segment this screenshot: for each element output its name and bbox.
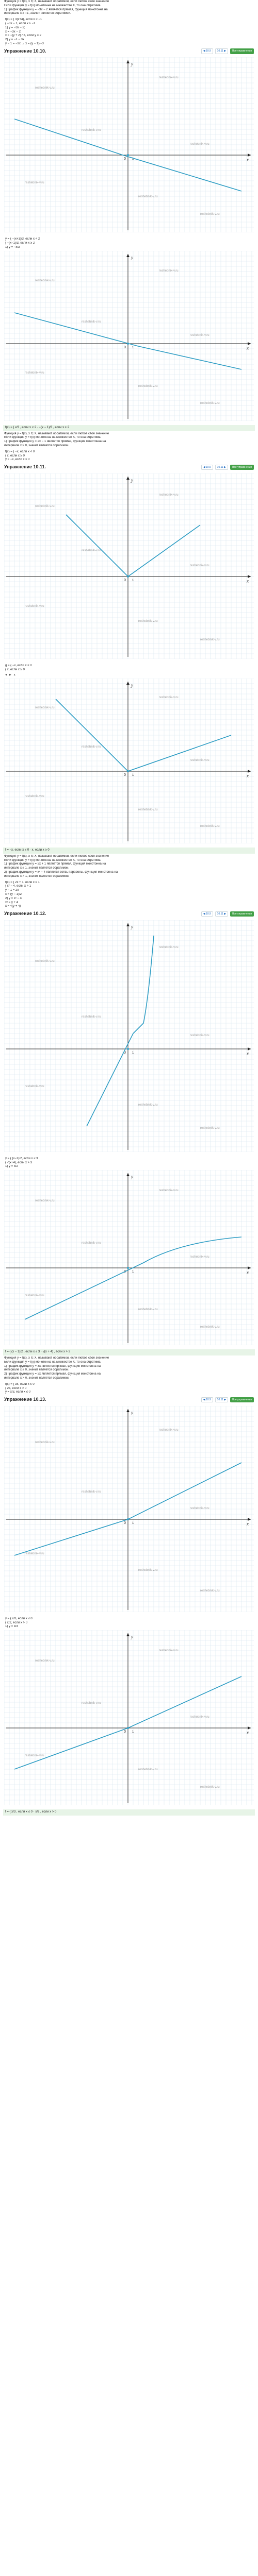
svg-text:reshebnik-v.ru: reshebnik-v.ru (25, 1754, 44, 1758)
section-s8 (0, 1615, 258, 1808)
svg-text:reshebnik-v.ru: reshebnik-v.ru (200, 213, 220, 216)
answer-banner: f(x) = { x/3 , если x < 2 · −(x − 1)/3 , если x ≥ 2 (3, 425, 255, 431)
answer-banner: f = { (x − 1)/2 , если x ≤ 3 · √(x + 4) , если x > 3 (3, 1349, 255, 1355)
mini-icon[interactable]: ▲ (13, 673, 16, 676)
intro-line: 2) График функции y = 2x является прямая, функция монотонна на (4, 1372, 101, 1376)
formula-line: f(x) = { −x, если x < 0 (5, 450, 35, 453)
formula-line: x = −(y + 2) / 3, если y ≤ 2 (5, 34, 42, 38)
formula-line: { 2x, если x > 0 (5, 1386, 27, 1390)
function-graph (4, 1630, 254, 1805)
intro-line: Функция y = f(x), x ∈ X, называют обратимой, если любое своё значение (4, 0, 109, 3)
exercise-header (0, 1395, 258, 1405)
svg-text:reshebnik-v.ru: reshebnik-v.ru (159, 696, 179, 699)
intro-line: интервале x > 1, значит является обратимой. (4, 874, 70, 878)
intro-line: Если функция y = f(x) монотонна на множестве X, то она обратима. (4, 436, 102, 439)
section-s3 (0, 425, 258, 662)
intro-line: интервале x ≤ 1, значит является обратимой. (4, 867, 70, 870)
section-s9 (0, 1809, 258, 1819)
svg-text:x: x (247, 773, 249, 778)
svg-text:reshebnik-v.ru: reshebnik-v.ru (138, 384, 158, 388)
svg-text:reshebnik-v.ru: reshebnik-v.ru (25, 371, 44, 375)
formula-line: 2) y = −1 − 3x (5, 38, 24, 42)
formula-line: x² = y + 4 (5, 901, 19, 904)
svg-text:reshebnik-v.ru: reshebnik-v.ru (82, 320, 101, 324)
svg-text:reshebnik-v.ru: reshebnik-v.ru (159, 1649, 179, 1653)
svg-text:reshebnik-v.ru: reshebnik-v.ru (190, 1256, 209, 1259)
intro-line: Функция y = f(x), x ∈ X, называют обратимой, если любое своё значение (4, 1357, 109, 1360)
all-exercises-button[interactable]: Все упражнения (230, 1397, 254, 1403)
svg-text:reshebnik-v.ru: reshebnik-v.ru (25, 181, 44, 185)
svg-text:reshebnik-v.ru: reshebnik-v.ru (200, 401, 220, 405)
formula-line: y = { −(x+1)/3, если x < 2 (5, 238, 40, 241)
exercise-nav (201, 1397, 254, 1403)
svg-text:reshebnik-v.ru: reshebnik-v.ru (138, 1568, 158, 1572)
next-exercise-button[interactable]: 10.11 ▶ (215, 48, 228, 54)
svg-text:1: 1 (132, 1731, 134, 1734)
svg-text:reshebnik-v.ru: reshebnik-v.ru (138, 195, 158, 199)
exercise-title: Упражнение 10.10. (4, 48, 46, 54)
function-graph (4, 1170, 254, 1345)
svg-text:reshebnik-v.ru: reshebnik-v.ru (138, 619, 158, 623)
formula-line: x = −3x − 2; (5, 30, 22, 33)
formula-line: x = (y − 1)/2 (5, 892, 22, 896)
formula-line: { −3x − 1, если x ≥ −1 (5, 22, 36, 25)
formula-line: x = √(y + 4) (5, 905, 21, 908)
svg-text:y: y (131, 255, 133, 260)
svg-text:reshebnik-v.ru: reshebnik-v.ru (190, 143, 209, 146)
svg-text:reshebnik-v.ru: reshebnik-v.ru (82, 1702, 101, 1705)
svg-text:reshebnik-v.ru: reshebnik-v.ru (190, 1506, 209, 1510)
svg-text:reshebnik-v.ru: reshebnik-v.ru (200, 1126, 220, 1130)
formula-line: y = { (x−1)/2, если x ≤ 3 (5, 1157, 38, 1160)
formula-line: 1) y = x/3 (5, 1625, 18, 1629)
mini-icon[interactable]: ◀ (5, 673, 7, 676)
function-curve (87, 936, 154, 1126)
intro-line: 2) График функции y = x² − 4 является ветвь параболы, функция монотонна на (4, 870, 118, 874)
formula-line: y = { x/3, если x ≤ 0 (5, 1617, 33, 1620)
svg-text:x: x (247, 1521, 249, 1527)
prev-exercise-button[interactable]: ◀ 10.9 (201, 911, 213, 917)
svg-text:reshebnik-v.ru: reshebnik-v.ru (190, 564, 209, 567)
svg-text:reshebnik-v.ru: reshebnik-v.ru (159, 269, 179, 273)
mini-icon[interactable]: ▶ (9, 673, 11, 676)
intro-line: 1) График функции y = 2x + 1 является прямая, функция монотонна на (4, 862, 106, 866)
svg-text:reshebnik-v.ru: reshebnik-v.ru (138, 1103, 158, 1107)
svg-text:reshebnik-v.ru: reshebnik-v.ru (200, 1786, 220, 1789)
function-graph (4, 473, 254, 659)
all-exercises-button[interactable]: Все упражнения (230, 48, 254, 54)
intro-line: 1) График функции y = −3x − 2 является прямая, функция монотонна на (4, 8, 108, 11)
formula-line: f(x) = { 3(x+4), если x < −1 (5, 18, 42, 22)
formula-line: y − 1 = −3x → x = (y − 1)/−3 (5, 42, 44, 45)
function-graph (4, 679, 254, 843)
formula-line: f(x) = { 3x, если x ≤ 0 (5, 1382, 35, 1386)
svg-text:y: y (131, 477, 133, 483)
svg-text:y: y (131, 924, 133, 929)
svg-text:reshebnik-v.ru: reshebnik-v.ru (25, 795, 44, 798)
formula-line: { −(x−1)/3, если x ≥ 2 (5, 242, 35, 245)
exercise-title: Упражнение 10.11. (4, 464, 46, 470)
formula-line: y = −x, если x ≤ 0 (5, 458, 30, 462)
function-graph (4, 920, 254, 1152)
svg-text:reshebnik-v.ru: reshebnik-v.ru (82, 549, 101, 552)
svg-text:0: 0 (124, 1730, 126, 1734)
svg-text:reshebnik-v.ru: reshebnik-v.ru (159, 945, 179, 949)
intro-line: Если функция y = f(x) монотонна на множестве X, то она обратима. (4, 858, 102, 862)
svg-text:1: 1 (132, 1051, 134, 1055)
svg-text:reshebnik-v.ru: reshebnik-v.ru (159, 493, 179, 497)
function-graph (4, 251, 254, 421)
svg-text:0: 0 (124, 1270, 126, 1274)
answer-banner: f = { x/3 , если x ≤ 0 · x/2 , если x > 0 (3, 1809, 255, 1816)
svg-text:reshebnik-v.ru: reshebnik-v.ru (190, 333, 209, 337)
svg-text:reshebnik-v.ru: reshebnik-v.ru (25, 604, 44, 608)
svg-text:reshebnik-v.ru: reshebnik-v.ru (35, 504, 55, 508)
mini-icons (0, 672, 258, 678)
section-s5 (0, 848, 258, 1155)
intro-line: Если функция y = f(x) монотонна на множестве X, то она обратима. (4, 4, 102, 7)
svg-text:1: 1 (132, 346, 134, 349)
exercise-nav (201, 465, 254, 470)
svg-text:reshebnik-v.ru: reshebnik-v.ru (35, 279, 55, 282)
svg-text:0: 0 (124, 773, 126, 777)
svg-text:reshebnik-v.ru: reshebnik-v.ru (25, 1084, 44, 1088)
svg-text:0: 0 (124, 1050, 126, 1055)
formula-line: { x² − 4, если x > 1 (5, 885, 31, 888)
svg-text:reshebnik-v.ru: reshebnik-v.ru (35, 1199, 55, 1203)
svg-text:x: x (247, 1050, 249, 1056)
svg-text:reshebnik-v.ru: reshebnik-v.ru (200, 1589, 220, 1592)
svg-text:reshebnik-v.ru: reshebnik-v.ru (82, 1015, 101, 1019)
svg-text:0: 0 (124, 157, 126, 161)
exercise-title: Упражнение 10.13. (4, 1397, 46, 1402)
prev-exercise-button[interactable]: ◀ 10.9 (201, 465, 213, 470)
svg-text:reshebnik-v.ru: reshebnik-v.ru (138, 1768, 158, 1772)
prev-exercise-button[interactable]: ◀ 10.9 (201, 48, 213, 54)
svg-text:reshebnik-v.ru: reshebnik-v.ru (200, 1326, 220, 1329)
function-graph (4, 1406, 254, 1612)
svg-text:1: 1 (132, 1521, 134, 1525)
exercise-header (0, 462, 258, 472)
svg-text:reshebnik-v.ru: reshebnik-v.ru (138, 1308, 158, 1312)
section-s4 (0, 662, 258, 846)
section-s1 (0, 0, 258, 235)
svg-text:reshebnik-v.ru: reshebnik-v.ru (159, 1428, 179, 1432)
svg-text:1: 1 (132, 158, 134, 161)
intro-line: 1) График функции y = 3x является прямая, функция монотонна на (4, 1364, 101, 1368)
svg-text:reshebnik-v.ru: reshebnik-v.ru (159, 1189, 179, 1193)
svg-text:1: 1 (132, 774, 134, 777)
prev-exercise-button[interactable]: ◀ 10.9 (201, 1397, 213, 1403)
exercise-nav (201, 48, 254, 54)
svg-text:reshebnik-v.ru: reshebnik-v.ru (138, 808, 158, 811)
svg-text:reshebnik-v.ru: reshebnik-v.ru (35, 959, 55, 963)
formula-line: g = { −x, если x ≤ 0 (5, 664, 32, 667)
svg-text:reshebnik-v.ru: reshebnik-v.ru (190, 759, 209, 762)
formula-line: 1) y = x/2 (5, 1165, 18, 1168)
section-s7 (0, 1349, 258, 1615)
formula-line: y − 1 = 2x (5, 889, 19, 892)
intro-line: интервале x ≥ 0, значит является обратимой. (4, 444, 70, 448)
svg-text:reshebnik-v.ru: reshebnik-v.ru (200, 825, 220, 828)
svg-text:0: 0 (124, 1521, 126, 1525)
svg-text:x: x (247, 157, 249, 163)
formula-line: { x, если x ≥ 0 (5, 668, 25, 671)
intro-line: интервале x > 0, значит является обратимой. (4, 1377, 70, 1380)
svg-text:reshebnik-v.ru: reshebnik-v.ru (82, 1490, 101, 1494)
svg-text:reshebnik-v.ru: reshebnik-v.ru (190, 1033, 209, 1037)
next-exercise-button[interactable]: 10.11 ▶ (215, 911, 228, 917)
formula-line: { x/2, если x > 0 (5, 1621, 28, 1624)
answer-banner: f = −x, если x ≤ 0 · x, если x ≥ 0 (3, 848, 255, 854)
formula-line: 2) y = x² − 4 (5, 896, 22, 900)
all-exercises-button[interactable]: Все упражнения (230, 465, 254, 470)
function-graph (4, 57, 254, 232)
svg-text:reshebnik-v.ru: reshebnik-v.ru (82, 1242, 101, 1245)
intro-line: Функция y = f(x), x ∈ X, называют обратимой, если любое своё значение (4, 854, 109, 858)
svg-text:1: 1 (132, 1270, 134, 1274)
svg-text:reshebnik-v.ru: reshebnik-v.ru (25, 1552, 44, 1555)
svg-text:reshebnik-v.ru: reshebnik-v.ru (82, 129, 101, 132)
svg-text:x: x (247, 345, 249, 351)
formula-line: { √(x+4), если x > 3 (5, 1161, 33, 1164)
all-exercises-button[interactable]: Все упражнения (230, 911, 254, 917)
intro-line: Функция y = f(x), x ∈ X, называют обратимой, если любое своё значение (4, 432, 109, 435)
section-s6 (0, 1155, 258, 1348)
svg-text:reshebnik-v.ru: reshebnik-v.ru (25, 1294, 44, 1298)
intro-line: интервале x ≤ 0, значит является обратимой. (4, 1368, 70, 1372)
exercise-nav (201, 911, 254, 917)
intro-line: Если функция y = f(x) монотонна на множестве X, то она обратима. (4, 1360, 102, 1364)
svg-text:x: x (247, 1270, 249, 1276)
svg-text:reshebnik-v.ru: reshebnik-v.ru (35, 87, 55, 90)
section-s2 (0, 235, 258, 423)
formula-line: { x, если x ≥ 0 (5, 454, 25, 457)
formula-line: 1) y = −3x − 2; (5, 26, 25, 29)
exercise-header (0, 46, 258, 57)
exercise-title: Упражнение 10.12. (4, 911, 46, 917)
svg-text:0: 0 (124, 578, 126, 582)
svg-text:y: y (131, 683, 133, 688)
svg-text:y: y (131, 1174, 133, 1180)
svg-text:y: y (131, 1410, 133, 1415)
svg-text:x: x (247, 578, 249, 584)
next-exercise-button[interactable]: 10.11 ▶ (215, 1397, 228, 1403)
formula-line: 1) y = −x/3 (5, 246, 20, 249)
next-exercise-button[interactable]: 10.11 ▶ (215, 465, 228, 470)
svg-text:reshebnik-v.ru: reshebnik-v.ru (82, 745, 101, 749)
formula-line: f(x) = { 2x + 1, если x ≤ 1 (5, 880, 40, 884)
intro-line: интервале x ≥ −1, значит является обратимой. (4, 12, 71, 15)
svg-text:y: y (131, 61, 133, 67)
svg-text:reshebnik-v.ru: reshebnik-v.ru (200, 638, 220, 641)
svg-text:reshebnik-v.ru: reshebnik-v.ru (190, 1716, 209, 1719)
svg-text:reshebnik-v.ru: reshebnik-v.ru (35, 1659, 55, 1663)
svg-text:x: x (247, 1730, 249, 1736)
formula-line: y = x/3, если x ≤ 0 (5, 1391, 30, 1394)
svg-text:y: y (131, 1634, 133, 1640)
svg-text:0: 0 (124, 345, 126, 349)
svg-text:reshebnik-v.ru: reshebnik-v.ru (35, 706, 55, 709)
svg-text:reshebnik-v.ru: reshebnik-v.ru (159, 76, 179, 80)
exercise-header (0, 909, 258, 919)
svg-text:1: 1 (132, 579, 134, 582)
intro-line: 1) График функции y = 2x − 1 является прямая, функция монотонна на (4, 440, 106, 444)
svg-text:reshebnik-v.ru: reshebnik-v.ru (35, 1440, 55, 1444)
